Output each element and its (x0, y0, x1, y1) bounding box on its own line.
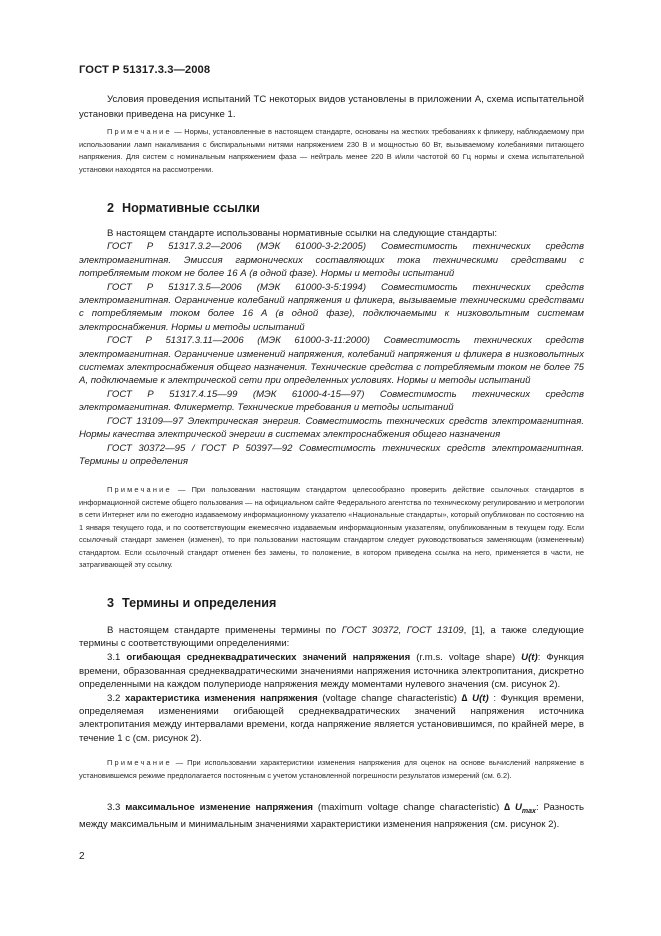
page-number: 2 (79, 851, 85, 862)
section-2-body (79, 227, 584, 468)
note-text: — Нормы, установленные в настоящем стандарте, основаны на жестких требованиях к фликеру, наблюдаемому при использовании ламп накаливания с биспиральными нитями напряжением 230 В и мощностью 60 Вт, вызываемому колебаниями питающего напряжения. Для систем с номинальным напряжением фаза — нейтраль менее 220 В и/или частотой 60 Гц нормы и схема испытательной установки находятся на рассмотрении. (79, 127, 584, 174)
section-number: 2 (107, 201, 115, 215)
note-text: — При использовании характеристики изменения напряжения для оценок на основе вычислений напряжение в установившемся режиме предполагается постоянным с учетом установленной погрешности результатов измерений (см. 6.2). (79, 758, 584, 780)
section-title: Термины и определения (122, 596, 277, 610)
intro-note (79, 126, 584, 176)
term-3-1: 3.1 огибающая среднеквадратических значений напряжения (r.m.s. voltage shape) U(t): Функция времени, образованная среднеквадратическими значениями напряжения источника электропитания, дискретно определенными на каждом полупериоде напряжения между моментами нулевого значения (см. рисунок 2). (79, 652, 585, 690)
note-label: Примечание (107, 485, 172, 494)
section-3-heading (79, 596, 584, 610)
section-2-lead: В настоящем стандарте использованы нормативные ссылки на следующие стандарты: (107, 228, 498, 239)
section-3-body (79, 624, 584, 745)
section-3-lead: В настоящем стандарте применены термины по ГОСТ 30372, ГОСТ 13109, [1], а также следующие термины с соответствующими определениями: (79, 625, 584, 650)
reference-item: ГОСТ Р 51317.3.11—2006 (МЭК 61000-3-11:2000) Совместимость технических средств электромагнитная. Ограничение изменений напряжения, колебаний напряжения и фликера в низковольтных системах электроснабжения общего назначения. Технические средства с потребляемым током не более 75 А, подключаемые к электрической сети при определенных условиях. Нормы и методы испытаний (79, 335, 584, 387)
term-3-3: 3.3 максимальное изменение напряжения (maximum voltage change characteristic) ∆ $U_{max}$: Разность между максимальным и минимальным значениями характеристики изменения напряжения (см. рисунок 2). (79, 802, 584, 831)
reference-item: ГОСТ Р 51317.4.15—99 (МЭК 61000-4-15—97) Совместимость технических средств электромагнитная. Фликерметр. Технические требования и методы испытаний (79, 388, 584, 414)
note-label: Примечание (107, 758, 172, 767)
section-number: 3 (107, 596, 115, 610)
reference-item: ГОСТ Р 51317.3.2—2006 (МЭК 61000-3-2:2005) Совместимость технических средств электромагнитная. Эмиссия гармонических составляющих тока техническими средствами с потребляемым током не более 16 А (в одной фазе). Нормы и методы испытаний (79, 241, 584, 280)
section-2-note (79, 484, 584, 572)
term-3-3-block (79, 801, 584, 831)
term-3-2: 3.2 характеристика изменения напряжения (voltage change characteristic) ∆ U(t) : Функция времени, определяемая изменениями огибающей среднеквадратических значений напряжения источника электропитания между интервалами времени, когда напряжение является установившимся, по крайней мере, в течение 1 с (см. рисунок 2). (79, 693, 584, 744)
reference-item: ГОСТ Р 51317.3.5—2006 (МЭК 61000-3-5:1994) Совместимость технических средств электромагнитная. Ограничение колебаний напряжения и фликера, вызываемые техническими средствами с потребляемым током более 16 А (в одной фазе), подключаемыми к низковольтным системам электроснабжения. Нормы и методы испытаний (79, 281, 584, 333)
section-title: Нормативные ссылки (122, 201, 260, 215)
intro-block (79, 92, 584, 122)
reference-item: ГОСТ 13109—97 Электрическая энергия. Совместимость технических средств электромагнитная. Нормы качества электрической энергии в системах электроснабжения общего назначения (79, 415, 584, 441)
document-header: ГОСТ Р 51317.3.3—2008 (79, 64, 211, 76)
reference-item: ГОСТ 30372—95 / ГОСТ Р 50397—92 Совместимость технических средств электромагнитная. Термины и определения (79, 442, 584, 467)
note-text: — При пользовании настоящим стандартом целесообразно проверить действие ссылочных стандартов в информационной системе общего пользования — на официальном сайте Федерального агентства по техническому регулированию и метрологии в сети Интернет или по ежегодно издаваемому информационному указателю «Национальные стандарты», который опубликован по состоянию на 1 января текущего года, и по соответствующим ежемесячно издаваемым информационным указателям, опубликованным в текущем году. Если ссылочный стандарт заменен (изменен), то при пользовании настоящим стандартом следует руководствоваться заменяющим (измененным) стандартом. Если ссылочный стандарт отменен без замены, то положение, в котором приведена ссылка на него, применяется в части, не затрагивающей эту ссылку. (79, 485, 584, 569)
section-2-heading (79, 201, 584, 215)
section-3-note (79, 757, 584, 782)
note-label: Примечание (107, 127, 172, 136)
intro-paragraph: Условия проведения испытаний ТС некоторых видов установлены в приложении А, схема испытательной установки приведена на рисунке 1. (79, 94, 584, 120)
